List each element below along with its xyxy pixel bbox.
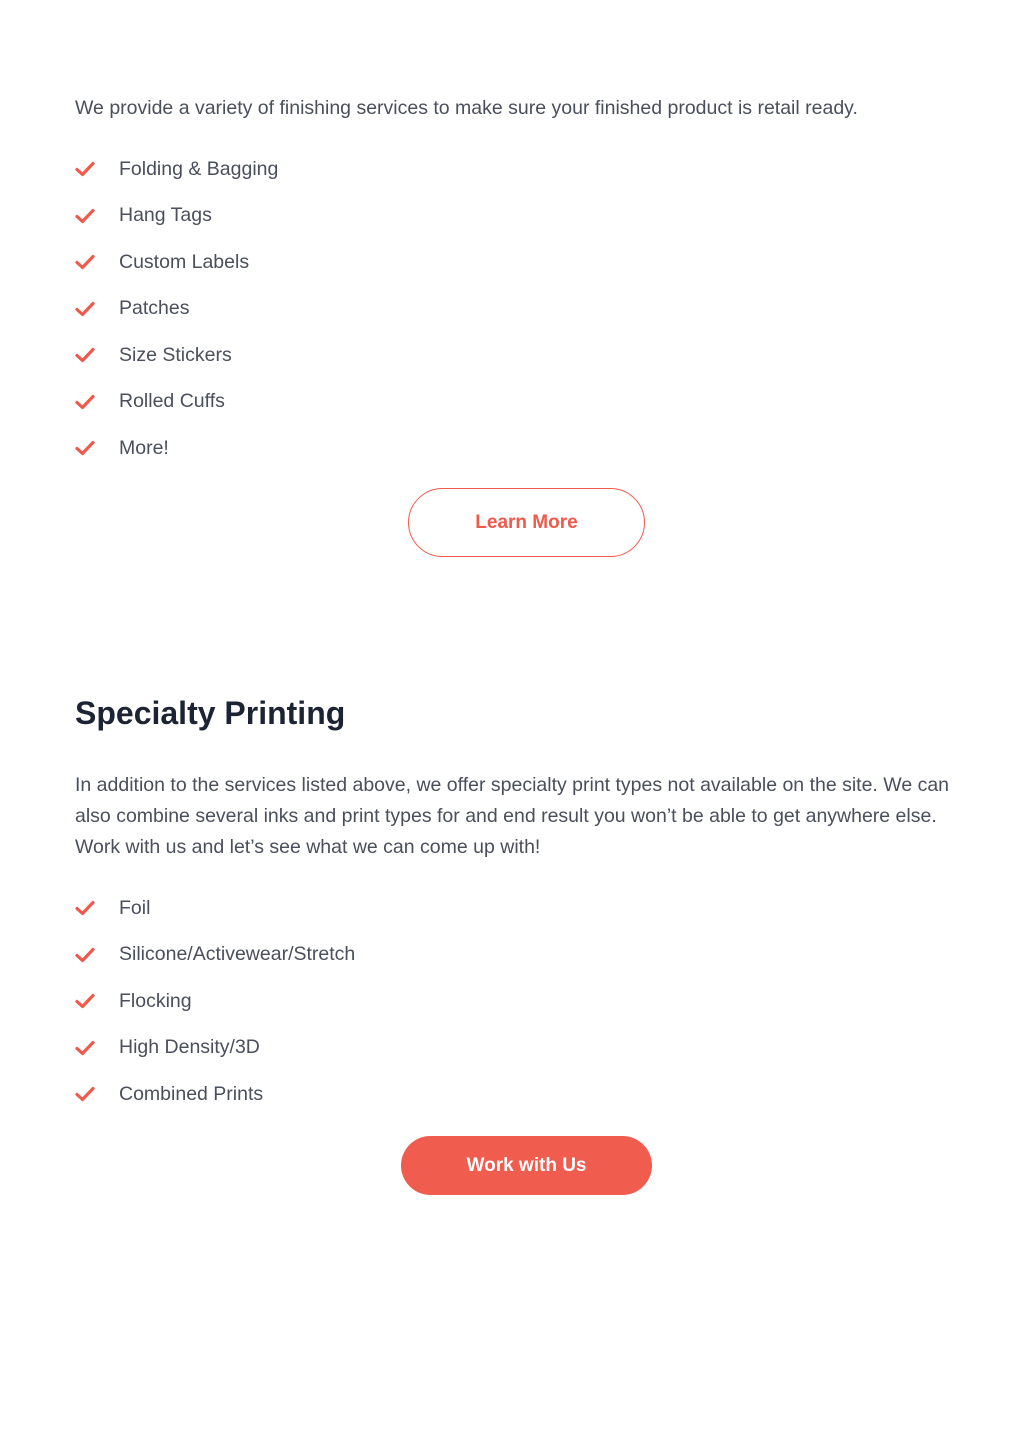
work-with-us-button[interactable]: Work with Us	[401, 1136, 652, 1195]
finishing-list	[75, 146, 278, 472]
list-item	[75, 885, 355, 932]
section-title: Specialty Printing	[75, 695, 346, 731]
check-icon	[75, 158, 119, 180]
check-icon	[75, 1037, 119, 1059]
list-item	[75, 286, 278, 333]
list-item	[75, 332, 278, 379]
list-item-label: Patches	[119, 297, 190, 320]
list-item	[75, 146, 278, 193]
check-icon	[75, 437, 119, 459]
check-icon	[75, 298, 119, 320]
check-icon	[75, 990, 119, 1012]
list-item-label: Combined Prints	[119, 1082, 264, 1105]
list-item-label: Silicone/Activewear/Stretch	[119, 943, 356, 966]
check-icon	[75, 251, 119, 273]
check-icon	[75, 344, 119, 366]
list-item-label: Size Stickers	[119, 343, 232, 366]
list-item-label: High Density/3D	[119, 1036, 260, 1059]
list-item-label: Hang Tags	[119, 204, 212, 227]
check-icon	[75, 944, 119, 966]
check-icon	[75, 897, 119, 919]
learn-more-button[interactable]: Learn More	[408, 488, 645, 557]
list-item	[75, 379, 278, 426]
list-item	[75, 425, 278, 472]
check-icon	[75, 205, 119, 227]
check-icon	[75, 1083, 119, 1105]
list-item-label: Rolled Cuffs	[119, 390, 225, 413]
list-item-label: Folding & Bagging	[119, 157, 279, 180]
list-item-label: Foil	[119, 896, 151, 919]
list-item	[75, 193, 278, 240]
list-item	[75, 239, 278, 286]
list-item-label: Custom Labels	[119, 250, 250, 273]
finishing-intro: We provide a variety of finishing services to make sure your finished product is retail ready.	[75, 97, 858, 119]
list-item-label: More!	[119, 436, 169, 459]
specialty-list	[75, 885, 355, 1118]
list-item	[75, 1025, 355, 1072]
specialty-paragraph: In addition to the services listed above, we offer specialty print types not available on the site. We can also combine several inks and print types for and end result you won’t be able to get anywhere else. Work with us and let’s see what we can come up with!	[75, 774, 950, 858]
list-item	[75, 1071, 355, 1118]
list-item	[75, 978, 355, 1025]
list-item-label: Flocking	[119, 989, 192, 1012]
list-item	[75, 932, 355, 979]
check-icon	[75, 391, 119, 413]
